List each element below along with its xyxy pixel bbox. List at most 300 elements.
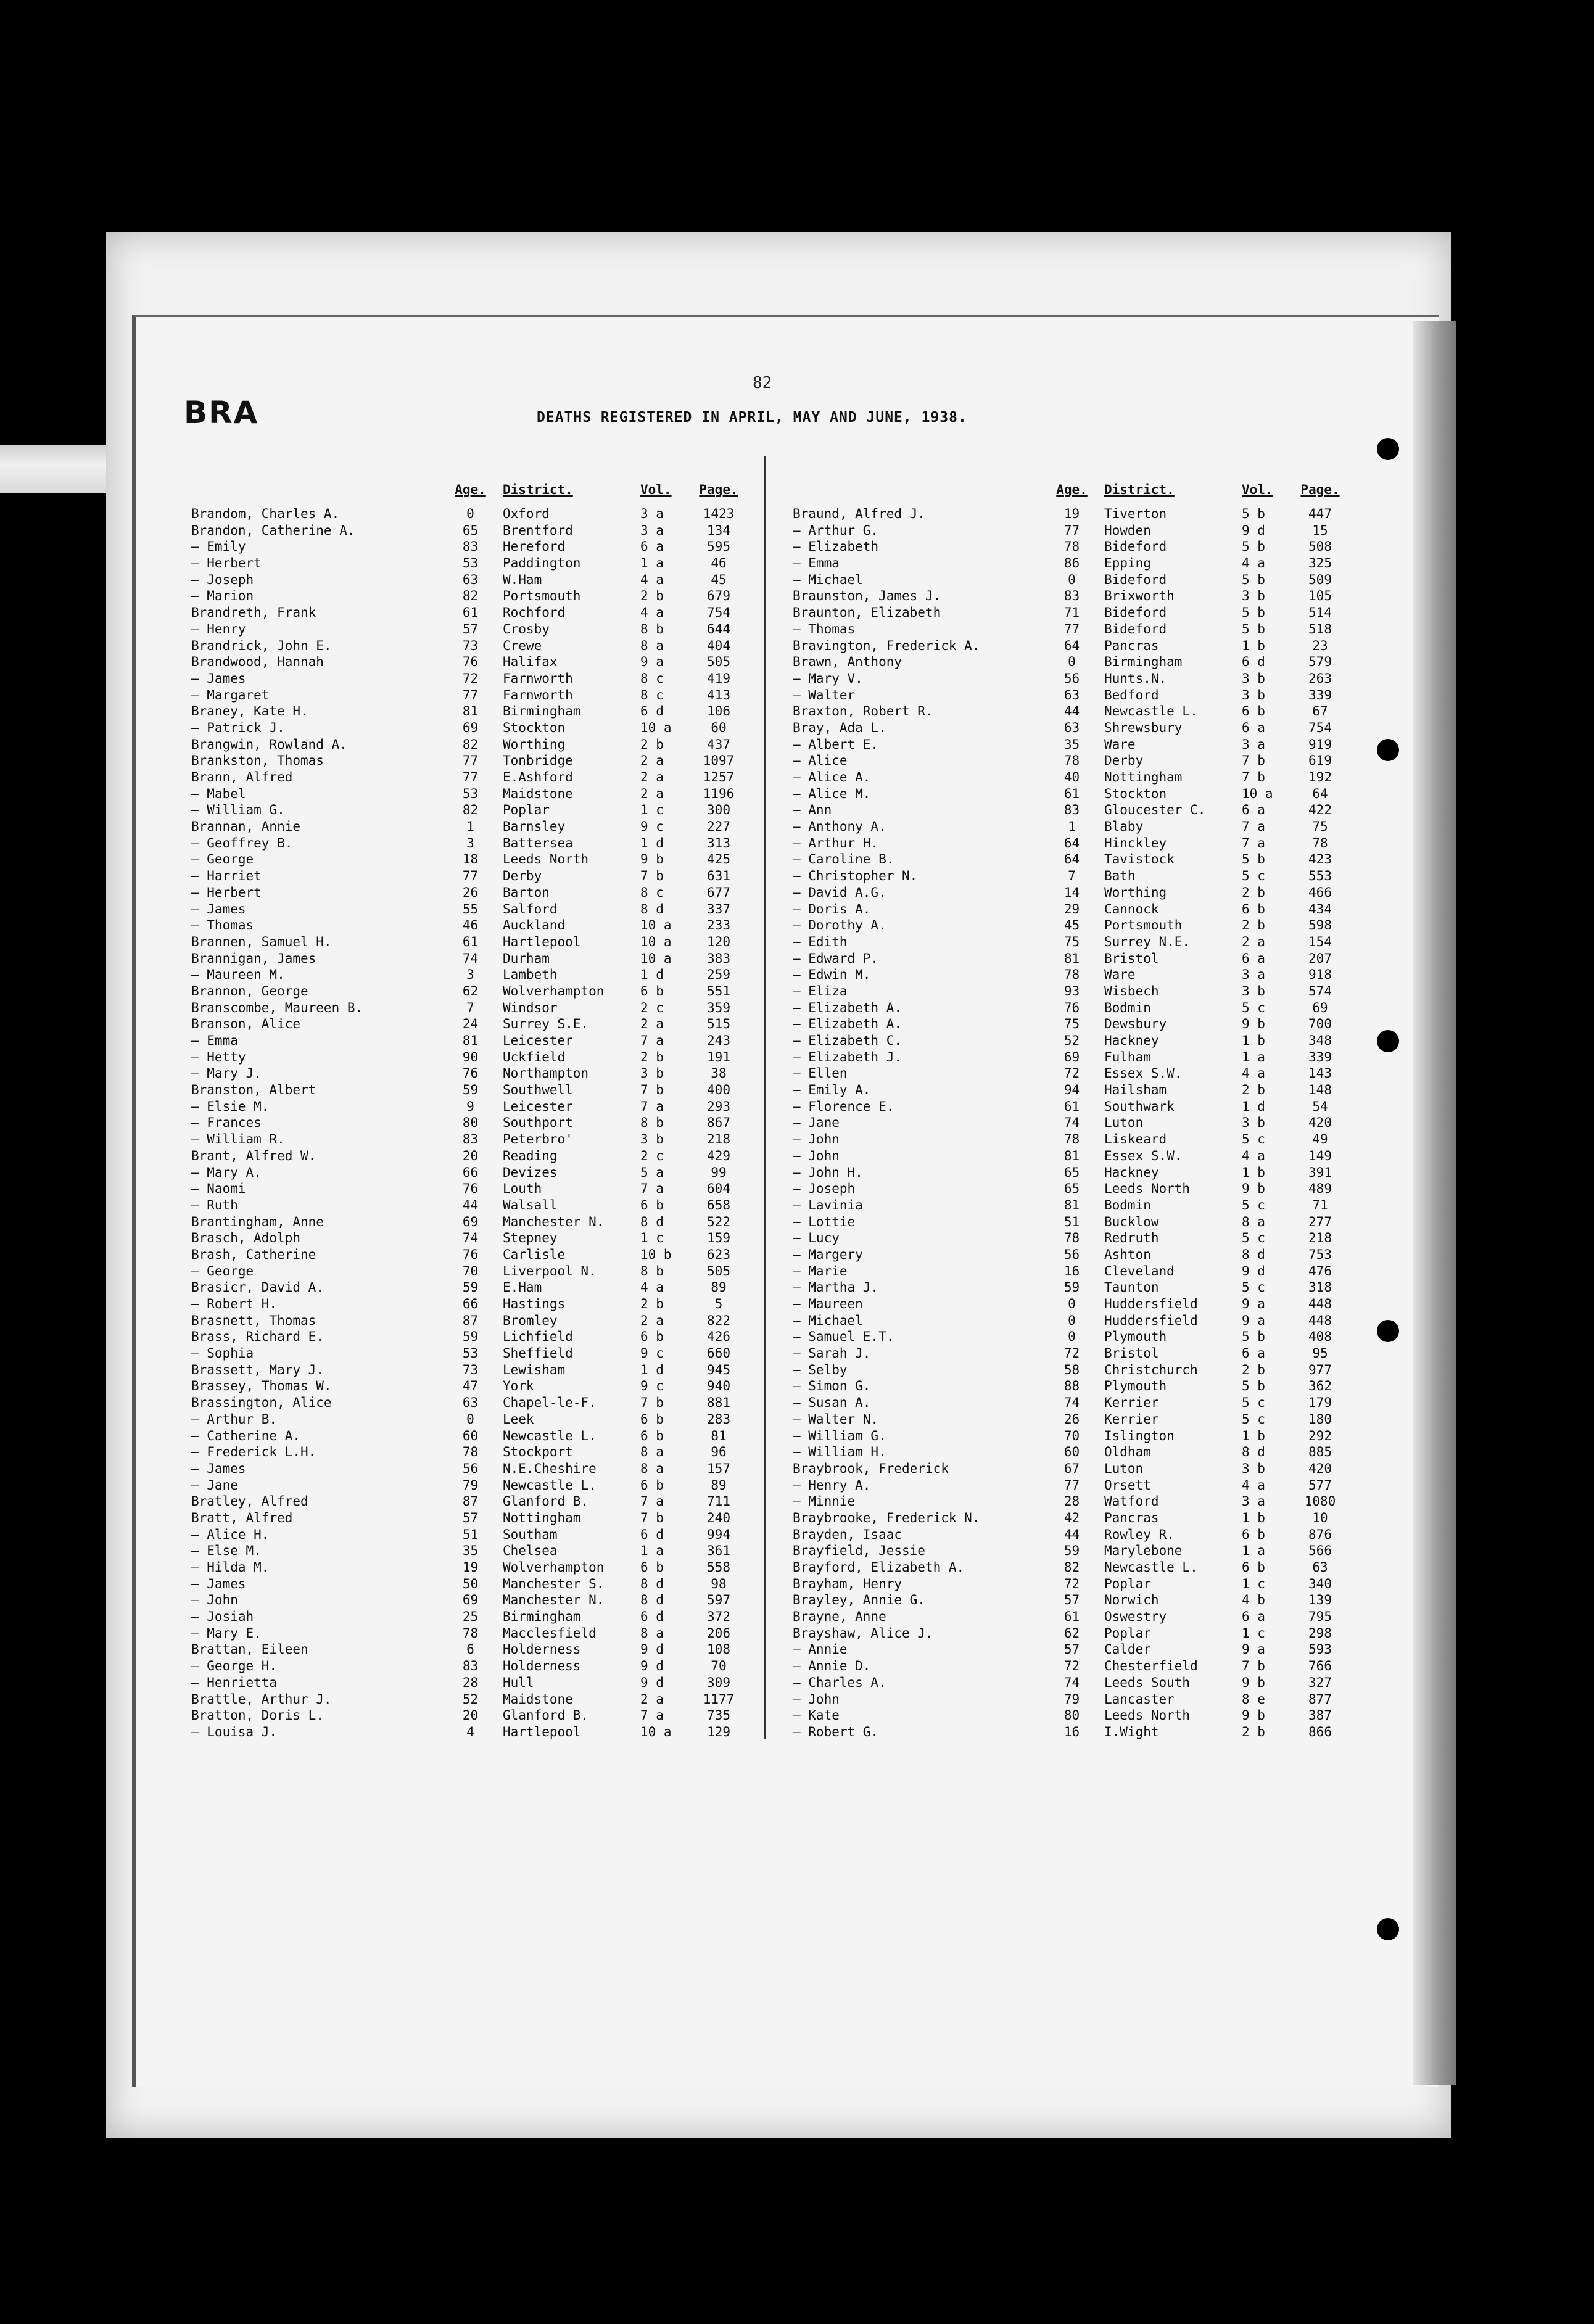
entry-name: Brassington, Alice <box>191 1395 332 1411</box>
entry-volume: 6 a <box>1242 950 1265 966</box>
entry-volume: 7 b <box>640 1510 664 1525</box>
entry-district: Poplar <box>1104 1625 1151 1641</box>
entry-volume: 1 d <box>640 967 664 983</box>
entry-name: — Sophia <box>191 1346 254 1361</box>
table-row <box>793 1444 1351 1461</box>
entry-page: 425 <box>707 852 730 867</box>
table-row <box>191 1641 750 1658</box>
entry-age: 87 <box>462 1494 479 1509</box>
table-row <box>793 1312 1351 1329</box>
entry-district: Bideford <box>1104 605 1167 620</box>
entry-age: 29 <box>1063 901 1080 917</box>
entry-age: 70 <box>1063 1428 1080 1443</box>
entry-page: 566 <box>1308 1543 1332 1559</box>
entry-age: 26 <box>1063 1411 1080 1427</box>
entry-page: 298 <box>1308 1625 1332 1641</box>
table-row <box>793 1049 1351 1066</box>
entry-page: 754 <box>1308 720 1332 735</box>
table-row <box>793 1016 1351 1032</box>
entry-volume: 4 a <box>1242 1148 1265 1163</box>
entry-page: 391 <box>1308 1164 1332 1180</box>
entry-age: 77 <box>462 753 479 768</box>
table-row <box>191 1131 750 1148</box>
entry-page: 423 <box>1308 852 1332 867</box>
entry-district: Epping <box>1104 556 1151 571</box>
entry-age: 74 <box>462 950 479 966</box>
entry-page: 579 <box>1308 654 1332 670</box>
entry-name: — Louisa J. <box>191 1724 278 1739</box>
entry-volume: 6 b <box>1242 1560 1265 1575</box>
entry-age: 78 <box>1063 1132 1080 1147</box>
entry-page: 75 <box>1312 819 1328 834</box>
entry-name: Brannen, Samuel H. <box>191 934 332 949</box>
entry-age: 0 <box>466 506 474 521</box>
entry-age: 80 <box>1063 1708 1080 1723</box>
entry-name: — Ann <box>793 802 832 818</box>
entry-age: 87 <box>462 1312 479 1328</box>
entry-page: 45 <box>711 572 727 587</box>
entry-age: 56 <box>462 1461 479 1476</box>
entry-page: 420 <box>1308 1461 1332 1476</box>
entry-age: 9 <box>466 1098 474 1114</box>
entry-volume: 10 a <box>640 918 672 933</box>
entry-name: — Joseph <box>793 1181 856 1197</box>
entry-age: 75 <box>1063 1016 1080 1032</box>
table-row <box>191 1691 750 1708</box>
entry-volume: 4 a <box>640 605 664 620</box>
entry-name: — Alice H. <box>191 1527 270 1542</box>
entry-volume: 1 b <box>1242 1428 1265 1443</box>
entry-name: — Albert E. <box>793 736 879 752</box>
entry-district: Dewsbury <box>1104 1016 1167 1032</box>
entry-age: 19 <box>462 1560 479 1575</box>
entry-district: Farnworth <box>503 687 573 703</box>
entry-district: Hartlepool <box>503 934 581 949</box>
entry-volume: 6 d <box>640 704 664 719</box>
table-row <box>793 884 1351 901</box>
entry-age: 72 <box>1063 1576 1080 1591</box>
entry-age: 62 <box>1063 1625 1080 1641</box>
entry-page: 157 <box>707 1461 730 1476</box>
entry-name: — George <box>191 1263 254 1279</box>
entry-page: 10 <box>1312 1510 1328 1525</box>
column-divider <box>764 456 766 1739</box>
entry-volume: 6 a <box>1242 802 1265 818</box>
table-row <box>191 1411 750 1428</box>
entry-age: 76 <box>462 1246 479 1262</box>
entry-volume: 4 b <box>1242 1593 1265 1608</box>
table-row <box>191 1658 750 1675</box>
entry-page: 300 <box>707 802 730 818</box>
entry-volume: 2 a <box>640 753 664 768</box>
entry-name: Braund, Alfred J. <box>793 506 925 521</box>
entry-district: Brixworth <box>1104 588 1175 604</box>
entry-page: 505 <box>707 1263 730 1279</box>
entry-page: 81 <box>711 1428 727 1443</box>
entry-name: — George H. <box>191 1659 278 1674</box>
entry-volume: 9 d <box>640 1659 664 1674</box>
punch-hole <box>1377 1320 1399 1342</box>
table-row <box>793 506 1351 522</box>
entry-name: — George <box>191 852 254 867</box>
entry-age: 45 <box>1063 918 1080 933</box>
entry-name: Brayne, Anne <box>793 1609 886 1625</box>
entry-age: 69 <box>462 1593 479 1608</box>
table-row <box>191 752 750 769</box>
entry-district: Hunts.N. <box>1104 670 1167 686</box>
entry-volume: 9 c <box>640 819 664 834</box>
entry-age: 74 <box>1063 1115 1080 1131</box>
entry-district: Surrey N.E. <box>1104 934 1191 949</box>
entry-district: Marylebone <box>1104 1543 1183 1559</box>
table-row <box>793 1477 1351 1494</box>
entry-name: — Joseph <box>191 572 254 587</box>
table-row <box>191 1461 750 1477</box>
entry-page: 15 <box>1312 522 1328 538</box>
table-row <box>793 917 1351 934</box>
entry-age: 1 <box>466 819 474 834</box>
entry-age: 79 <box>462 1477 479 1493</box>
entry-name: — Marion <box>191 588 254 604</box>
table-row <box>793 1527 1351 1543</box>
entry-age: 58 <box>1063 1362 1080 1377</box>
entry-page: 149 <box>1308 1148 1332 1163</box>
table-row <box>191 1329 750 1345</box>
entry-name: Brayshaw, Alice J. <box>793 1625 933 1641</box>
table-row <box>793 1263 1351 1280</box>
table-row <box>793 901 1351 918</box>
entry-page: 515 <box>707 1016 730 1032</box>
entry-volume: 8 d <box>1242 1246 1265 1262</box>
entry-volume: 7 a <box>640 1033 664 1048</box>
entry-volume: 5 c <box>1242 1197 1265 1213</box>
entry-name: — Caroline B. <box>793 852 894 867</box>
entry-volume: 3 a <box>1242 1494 1265 1509</box>
table-row <box>793 1115 1351 1131</box>
entry-volume: 1 a <box>1242 1543 1265 1559</box>
entry-age: 77 <box>462 868 479 884</box>
entry-volume: 5 c <box>1242 1395 1265 1411</box>
table-row <box>793 1065 1351 1082</box>
entry-page: 553 <box>1308 868 1332 884</box>
entry-volume: 1 b <box>1242 1164 1265 1180</box>
entry-age: 6 <box>466 1642 474 1657</box>
table-row <box>793 1148 1351 1164</box>
entry-age: 77 <box>462 687 479 703</box>
table-row <box>793 703 1351 720</box>
entry-age: 52 <box>1063 1033 1080 1048</box>
entry-district: Stockport <box>503 1444 573 1460</box>
entry-name: — Annie D. <box>793 1659 871 1674</box>
entry-volume: 4 a <box>1242 1066 1265 1081</box>
entry-page: 631 <box>707 868 730 884</box>
entry-name: Brasch, Adolph <box>191 1230 301 1246</box>
entry-page: 422 <box>1308 802 1332 818</box>
entry-page: 448 <box>1308 1296 1332 1311</box>
entry-page: 413 <box>707 687 730 703</box>
entry-volume: 6 a <box>640 539 664 554</box>
entry-district: Farnworth <box>503 670 573 686</box>
table-row <box>191 1592 750 1609</box>
entry-volume: 8 a <box>640 1625 664 1641</box>
entry-age: 81 <box>1063 950 1080 966</box>
entry-name: Braunton, Elizabeth <box>793 605 941 620</box>
entry-district: Hull <box>503 1675 534 1690</box>
entry-age: 16 <box>1063 1263 1080 1279</box>
entry-name: — Anthony A. <box>793 819 886 834</box>
entry-age: 46 <box>462 918 479 933</box>
table-row <box>793 1675 1351 1691</box>
entry-district: Manchester N. <box>503 1593 605 1608</box>
entry-volume: 7 b <box>640 1082 664 1098</box>
entry-district: Maidstone <box>503 1691 573 1707</box>
entry-page: 1196 <box>703 786 735 801</box>
table-row <box>793 1609 1351 1625</box>
table-row <box>191 1296 750 1312</box>
entry-age: 59 <box>1063 1543 1080 1559</box>
entry-district: Islington <box>1104 1428 1175 1443</box>
entry-district: Hackney <box>1104 1033 1159 1048</box>
entry-age: 28 <box>1063 1494 1080 1509</box>
entry-district: Cannock <box>1104 901 1159 917</box>
entry-volume: 8 d <box>1242 1444 1265 1460</box>
table-row <box>793 802 1351 818</box>
entry-name: — Catherine A. <box>191 1428 301 1443</box>
table-row <box>191 1065 750 1082</box>
entry-volume: 2 a <box>1242 934 1265 949</box>
entry-page: 700 <box>1308 1016 1332 1032</box>
entry-page: 78 <box>1312 835 1328 851</box>
entry-volume: 8 b <box>640 621 664 637</box>
entry-district: Uckfield <box>503 1049 566 1065</box>
entry-volume: 10 b <box>640 1246 672 1262</box>
entry-district: Sheffield <box>503 1346 573 1361</box>
entry-name: Braxton, Robert R. <box>793 704 933 719</box>
entry-page: 89 <box>711 1280 727 1295</box>
entry-volume: 9 b <box>1242 1675 1265 1690</box>
entry-name: — Kate <box>793 1708 840 1723</box>
entry-page: 134 <box>707 522 730 538</box>
entry-age: 16 <box>1063 1724 1080 1739</box>
entry-volume: 7 a <box>1242 835 1265 851</box>
table-row <box>191 934 750 950</box>
entry-volume: 5 b <box>1242 1378 1265 1394</box>
entry-page: 558 <box>707 1560 730 1575</box>
table-row <box>793 1345 1351 1362</box>
table-row <box>191 1444 750 1461</box>
entry-volume: 2 c <box>640 1148 664 1163</box>
entry-volume: 9 b <box>1242 1708 1265 1723</box>
entry-district: Oxford <box>503 506 550 521</box>
entry-district: Howden <box>1104 522 1151 538</box>
entry-page: 766 <box>1308 1659 1332 1674</box>
entry-age: 81 <box>462 1033 479 1048</box>
table-row <box>191 506 750 522</box>
entry-volume: 5 b <box>1242 605 1265 620</box>
entry-district: Liverpool N. <box>503 1263 597 1279</box>
entry-district: Salford <box>503 901 558 917</box>
table-row <box>793 868 1351 884</box>
entry-page: 754 <box>707 605 730 620</box>
entry-age: 47 <box>462 1378 479 1394</box>
entry-volume: 7 a <box>640 1494 664 1509</box>
entry-name: — Elizabeth <box>793 539 879 554</box>
entry-age: 20 <box>462 1148 479 1163</box>
entry-volume: 6 b <box>640 1560 664 1575</box>
entry-district: Hackney <box>1104 1164 1159 1180</box>
entry-age: 67 <box>1063 1461 1080 1476</box>
entry-page: 154 <box>1308 934 1332 949</box>
table-row <box>191 1625 750 1642</box>
table-row <box>191 1115 750 1131</box>
entry-district: Plymouth <box>1104 1378 1167 1394</box>
entry-age: 65 <box>1063 1181 1080 1197</box>
table-row <box>793 1510 1351 1527</box>
entry-age: 4 <box>466 1724 474 1739</box>
table-row <box>793 934 1351 950</box>
table-row <box>793 1543 1351 1559</box>
punch-hole <box>1377 1030 1399 1052</box>
entry-district: Ware <box>1104 736 1136 752</box>
table-row <box>793 1329 1351 1345</box>
entry-district: Orsett <box>1104 1477 1151 1493</box>
entry-volume: 1 d <box>1242 1098 1265 1114</box>
entry-volume: 2 b <box>640 1296 664 1311</box>
entry-name: — Mabel <box>191 786 246 801</box>
entry-page: 1177 <box>703 1691 735 1707</box>
table-row <box>793 1362 1351 1378</box>
entry-name: — John <box>793 1691 840 1707</box>
page-number: 82 <box>753 374 772 392</box>
entry-age: 62 <box>462 983 479 999</box>
entry-page: 619 <box>1308 753 1332 768</box>
entry-name: — Annie <box>793 1642 848 1657</box>
entry-page: 795 <box>1308 1609 1332 1625</box>
entry-age: 7 <box>466 1000 474 1015</box>
entry-age: 50 <box>462 1576 479 1591</box>
entry-page: 259 <box>707 967 730 983</box>
entry-name: Brandon, Catherine A. <box>191 522 355 538</box>
entry-page: 420 <box>1308 1115 1332 1131</box>
entry-page: 327 <box>1308 1675 1332 1690</box>
entry-age: 66 <box>462 1164 479 1180</box>
entry-name: — Martha J. <box>793 1280 879 1295</box>
entry-page: 429 <box>707 1148 730 1163</box>
entry-page: 98 <box>711 1576 727 1591</box>
entry-page: 218 <box>1308 1230 1332 1246</box>
table-row <box>191 786 750 802</box>
entry-page: 54 <box>1312 1098 1328 1114</box>
entry-district: Leeds North <box>1104 1181 1191 1197</box>
entry-district: Stockton <box>1104 786 1167 801</box>
entry-name: — Edward P. <box>793 950 879 966</box>
entry-page: 623 <box>707 1246 730 1262</box>
table-row <box>191 1082 750 1098</box>
entry-name: — Robert H. <box>191 1296 278 1311</box>
table-row <box>793 1395 1351 1411</box>
entry-age: 61 <box>462 934 479 949</box>
table-row <box>793 1411 1351 1428</box>
entry-name: — Lavinia <box>793 1197 863 1213</box>
entry-volume: 3 a <box>640 522 664 538</box>
header-vol: Vol. <box>1242 482 1273 497</box>
entry-page: 105 <box>1308 588 1332 604</box>
entry-age: 18 <box>462 852 479 867</box>
entry-name: — Elizabeth A. <box>793 1000 902 1015</box>
entry-volume: 7 b <box>1242 1659 1265 1674</box>
entry-volume: 9 d <box>1242 522 1265 538</box>
entry-district: Southport <box>503 1115 573 1131</box>
entry-district: Southwell <box>503 1082 573 1098</box>
entry-name: — John <box>191 1593 238 1608</box>
table-row <box>793 1707 1351 1724</box>
entry-page: 191 <box>707 1049 730 1065</box>
entry-page: 49 <box>1312 1132 1328 1147</box>
entry-age: 90 <box>462 1049 479 1065</box>
entry-volume: 7 b <box>1242 770 1265 785</box>
entry-age: 72 <box>1063 1659 1080 1674</box>
entry-page: 207 <box>1308 950 1332 966</box>
page-edge-shadow <box>1413 321 1456 2085</box>
table-row <box>793 720 1351 736</box>
entry-district: Lichfield <box>503 1329 573 1345</box>
table-row <box>793 1214 1351 1230</box>
entry-name: — Walter <box>793 687 856 703</box>
table-row <box>191 966 750 983</box>
table-row <box>191 1510 750 1527</box>
entry-district: Brentford <box>503 522 573 538</box>
entry-name: — Selby <box>793 1362 848 1377</box>
entry-volume: 6 b <box>640 1411 664 1427</box>
entry-name: — Jane <box>191 1477 238 1493</box>
entry-volume: 1 c <box>640 802 664 818</box>
entry-name: — James <box>191 1576 246 1591</box>
entry-district: I.Wight <box>1104 1724 1159 1739</box>
entry-district: Carlisle <box>503 1246 566 1262</box>
entry-volume: 5 b <box>1242 539 1265 554</box>
entry-page: 822 <box>707 1312 730 1328</box>
table-row <box>191 670 750 687</box>
entry-name: Brassey, Thomas W. <box>191 1378 332 1394</box>
entry-volume: 2 b <box>1242 918 1265 933</box>
entry-district: Essex S.W. <box>1104 1066 1183 1081</box>
entry-volume: 9 c <box>640 1346 664 1361</box>
entry-volume: 8 a <box>640 638 664 653</box>
entry-name: — James <box>191 901 246 917</box>
table-row <box>191 1214 750 1230</box>
entry-age: 64 <box>1063 638 1080 653</box>
entry-district: Newcastle L. <box>1104 1560 1198 1575</box>
entry-volume: 10 a <box>1242 786 1273 801</box>
entry-age: 78 <box>1063 967 1080 983</box>
entry-age: 57 <box>1063 1593 1080 1608</box>
table-row <box>191 769 750 786</box>
entry-age: 81 <box>1063 1197 1080 1213</box>
entry-age: 44 <box>1063 1527 1080 1542</box>
entry-page: 313 <box>707 835 730 851</box>
entry-volume: 7 a <box>1242 819 1265 834</box>
entry-age: 0 <box>1068 1296 1076 1311</box>
entry-name: — Edith <box>793 934 848 949</box>
entry-district: Newcastle L. <box>503 1477 597 1493</box>
entry-age: 93 <box>1063 983 1080 999</box>
entry-page: 179 <box>1308 1395 1332 1411</box>
entry-volume: 7 a <box>640 1708 664 1723</box>
entry-page: 447 <box>1308 506 1332 521</box>
entry-district: Poplar <box>503 802 550 818</box>
entry-page: 598 <box>1308 918 1332 933</box>
entry-page: 277 <box>1308 1214 1332 1229</box>
